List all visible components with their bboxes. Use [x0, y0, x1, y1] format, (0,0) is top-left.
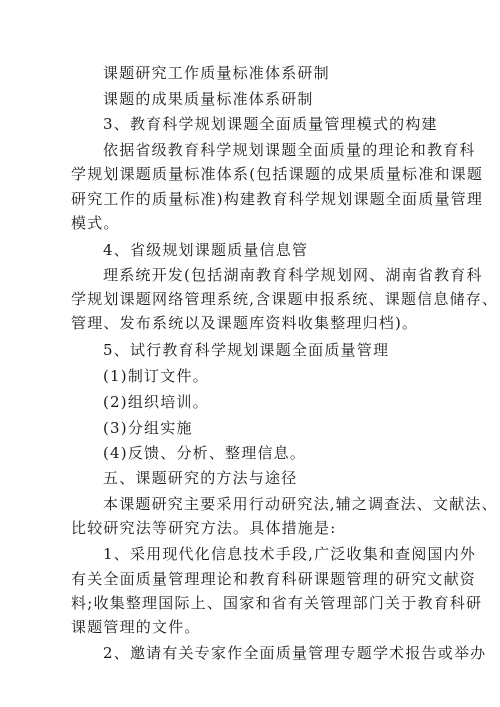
text-line: 学规划课题网络管理系统,含课题申报系统、课题信息储存、: [71, 290, 499, 308]
text-line: 课题的成果质量标准体系研制: [103, 90, 314, 108]
list-item: (2)组织培训。: [103, 393, 209, 411]
text-line: 课题研究工作质量标准体系研制: [103, 64, 330, 82]
text-line: 1、采用现代化信息技术手段,广泛收集和查阅国内外: [103, 545, 477, 563]
list-item: (4)反馈、分析、整理信息。: [103, 444, 307, 462]
text-line: 料;收集整理国际上、国家和省有关管理部门关于教育科研: [71, 594, 483, 612]
text-line: 理系统开发(包括湖南教育科学规划网、湖南省教育科: [103, 266, 483, 284]
text-line: 比较研究法等研究方法。具体措施是:: [71, 519, 337, 537]
text-line: 课题管理的文件。: [71, 618, 201, 636]
text-line: 研究工作的质量标准)构建教育科学规划课题全面质量管理: [71, 190, 484, 208]
section-heading: 五、课题研究的方法与途径: [103, 469, 298, 487]
text-line: 2、邀请有关专家作全面质量管理专题学术报告或举办: [103, 644, 487, 662]
list-item: (1)制订文件。: [103, 367, 209, 385]
text-line: 有关全面质量管理理论和教育科研课题管理的研究文献资: [71, 570, 477, 588]
section-heading: 4、省级规划课题质量信息管: [103, 241, 309, 259]
text-line: 学规划课题质量标准体系(包括课题的成果质量标准和课题: [71, 165, 484, 183]
text-line: 依据省级教育科学规划课题全面质量的理论和教育科: [103, 141, 476, 159]
text-line: 管理、发布系统以及课题库资料收集整理归档)。: [71, 314, 419, 332]
text-line: 本课题研究主要采用行动研究法,辅之调查法、文献法、: [103, 495, 498, 513]
section-heading: 5、试行教育科学规划课题全面质量管理: [103, 341, 390, 359]
section-heading: 3、教育科学规划课题全面质量管理模式的构建: [103, 115, 438, 133]
text-line: 模式。: [71, 214, 120, 232]
list-item: (3)分组实施: [103, 419, 193, 437]
